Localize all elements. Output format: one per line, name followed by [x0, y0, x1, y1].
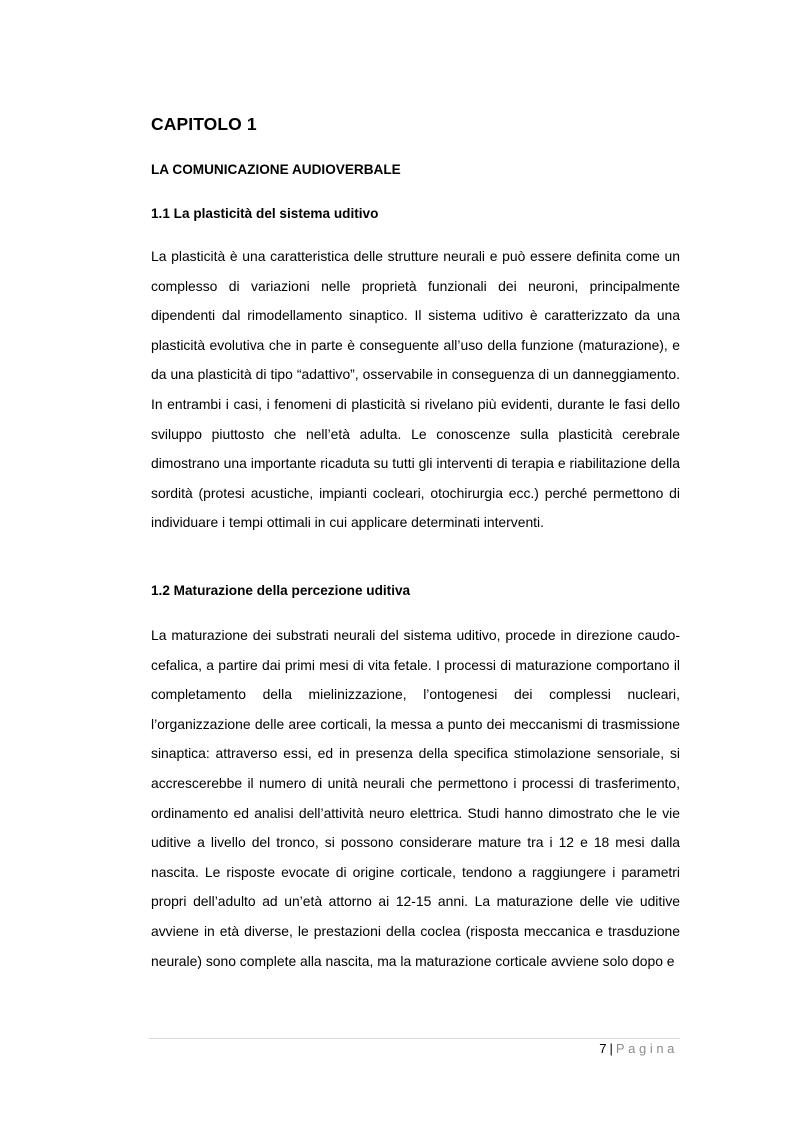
page-label: Pagina	[615, 1041, 678, 1056]
page-number: 7	[599, 1041, 607, 1056]
subsection-title-1-1: 1.1 La plasticità del sistema uditivo	[151, 206, 379, 221]
page-footer	[599, 1041, 678, 1056]
paragraph-plasticita: La plasticità è una caratteristica delle strutture neurali e può essere definita come un complesso di variazioni nelle proprietà funzionali dei neuroni, principalmente dipendenti dal rimodellamento sinaptico. Il sistema uditivo è caratterizzato da una plasticità evolutiva che in parte è conseguente all’uso della funzione (maturazione), e da una plasticità di tipo “adattivo”, osservabile in conseguenza di un danneggiamento. In entrambi i casi, i fenomeni di plasticità si rivelano più evidenti, durante le fasi dello sviluppo piuttosto che nell’età adulta. Le conoscenze sulla plasticità cerebrale dimostrano una importante ricaduta su tutti gli interventi di terapia e riabilitazione della sordità (protesi acustiche, impianti cocleari, otochirurgia ecc.) perché permettono di individuare i tempi ottimali in cui applicare determinati interventi.	[151, 248, 680, 531]
section-title: LA COMUNICAZIONE AUDIOVERBALE	[151, 162, 401, 177]
paragraph-maturazione: La maturazione dei substrati neurali del sistema uditivo, procede in direzione caudo-cefalica, a partire dai primi mesi di vita fetale. I processi di maturazione comportano il completamento della mielinizzazione, l’ontogenesi dei complessi nucleari, l’organizzazione delle aree corticali, la messa a punto dei meccanismi di trasmissione sinaptica: attraverso essi, ed in presenza della specifica stimolazione sensoriale, si accrescerebbe il numero di unità neurali che permettono i processi di trasferimento, ordinamento ed analisi dell’attività neuro elettrica. Studi hanno dimostrato che le vie uditive a livello del tronco, si possono considerare mature tra i 12 e 18 mesi dalla nascita. Le risposte evocate di origine corticale, tendono a raggiungere i parametri propri dell’adulto ad un’età attorno ai 12-15 anni. La maturazione delle vie uditive avviene in età diverse, le prestazioni della coclea (risposta meccanica e trasduzione neurale) sono complete alla nascita, ma la maturazione corticale avviene solo dopo e	[151, 627, 680, 969]
chapter-title: CAPITOLO 1	[151, 114, 257, 134]
footer-separator: |	[609, 1041, 613, 1056]
subsection-title-1-2: 1.2 Maturazione della percezione uditiva	[151, 583, 411, 598]
footer-divider	[149, 1038, 680, 1039]
